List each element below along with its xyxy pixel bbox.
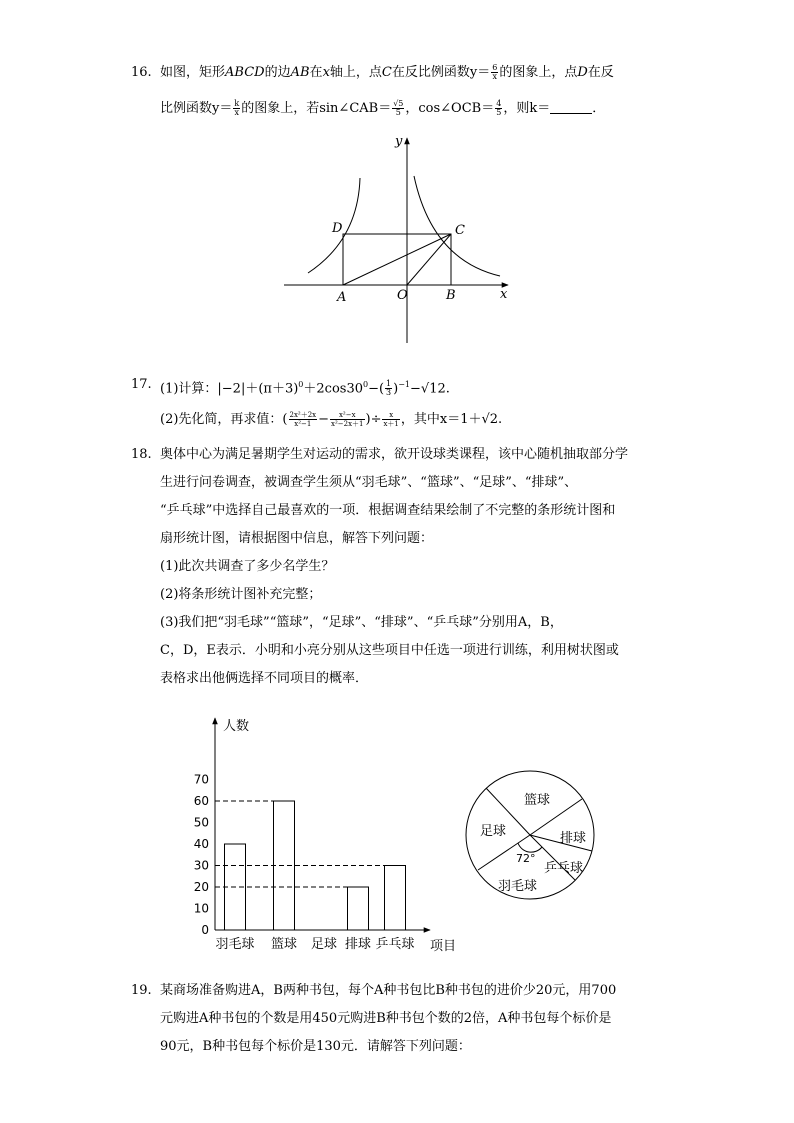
question-17-part-2: (2)先化简，再求值：( $\frac{\text{2x²＋2x}}{\text{x²−1}}$ − $\frac{\text{x²−x}}{\text{x²−2x＋1}}$ )÷ $\frac{x}{x+1}$ ，其中x＝1＋√2. (160, 411, 503, 428)
y-tick-label: 0 (201, 923, 209, 937)
question-18-line: 奥体中心为满足暑期学生对运动的需求，欲开设球类课程，该中心随机抽取部分学 (160, 447, 629, 462)
question-16-figure (280, 128, 520, 348)
question-18-line: 扇形统计图，请根据图中信息，解答下列问题： (160, 531, 434, 546)
y-tick-label: 60 (193, 794, 209, 808)
pie-label-basketball: 篮球 (524, 793, 551, 808)
y-tick-label: 10 (193, 901, 209, 916)
question-16-line-2: 比例函数y＝ $\frac{k}{x}$ 的图象上，若sin∠CAB＝ $\frac{√5}{5}$ ，cos∠OCB＝ $\frac{4}{5}$ ，则k＝ ． (160, 99, 606, 117)
question-19-line: 90元，B种书包每个标价是130元．请解答下列问题： (160, 1039, 471, 1054)
y-tick-label: 30 (193, 858, 209, 873)
question-16-number: 16. (131, 65, 152, 80)
label-x: x (500, 287, 508, 302)
category-label: 篮球 (270, 937, 298, 952)
pie-label-volleyball: 排球 (560, 831, 587, 846)
angle-arc (518, 843, 542, 852)
question-18-line: “乒乓球”中选择自己最喜欢的一项．根据调查结果绘制了不完整的条形统计图和 (160, 503, 616, 518)
fraction-4-over-5: $\frac{4}{5}$ (496, 99, 502, 117)
question-19-line: 元购进A种书包的个数是用450元购进B种书包个数的2倍，A种书包每个标价是 (160, 1011, 612, 1026)
y-tick-label: 50 (193, 815, 209, 830)
label-b: B (446, 288, 456, 303)
fraction-sqrt5-over-5: $\frac{√5}{5}$ (393, 99, 404, 117)
answer-blank (550, 101, 592, 114)
y-tick-label: 20 (193, 880, 209, 894)
pie-chart (460, 770, 605, 905)
label-d: D (332, 221, 343, 236)
pie-angle-label: 72° (516, 852, 536, 865)
question-18-line: (3)我们把“羽毛球”“篮球”，“足球”、“排球”、“乒乓球”分别用A，B， (160, 615, 563, 630)
y-tick-label: 70 (193, 772, 209, 787)
y-tick-label: 40 (193, 837, 209, 851)
question-19-line: 某商场准备购进A，B两种书包，每个A种书包比B种书包的进价少20元，用700 (160, 983, 617, 998)
segment-ac (343, 234, 451, 285)
question-18-number: 18. (131, 447, 152, 462)
question-18-line: 表格求出他俩选择不同项目的概率． (160, 671, 369, 686)
question-18-line: (2)将条形统计图补充完整； (160, 587, 322, 602)
label-a: A (337, 290, 347, 305)
bar-3 (348, 887, 369, 930)
bar-chart-x-label: 项目 (430, 939, 457, 954)
label-y: y (395, 134, 403, 149)
bar-4 (385, 866, 406, 931)
pie-label-pingpong: 乒乓球 (544, 861, 584, 876)
question-18-line: C，D，E表示．小明和小亮分别从这些项目中任选一项进行训练，利用树状图或 (160, 643, 619, 658)
label-c: C (455, 223, 465, 238)
question-19-number: 19. (131, 983, 152, 998)
bar-chart (190, 710, 470, 960)
question-18-line: 生进行问卷调查，被调查学生须从“羽毛球”、“篮球”、“足球”、“排球”、 (160, 475, 578, 490)
question-17-number: 17. (131, 377, 152, 392)
bar-chart-y-label: 人数 (223, 719, 250, 734)
pie-label-football: 足球 (480, 824, 507, 839)
question-16-line-1: 如图，矩形ABCD的边AB在x轴上，点C在反比例函数y＝ $\frac{6}{x}$ 的图象上，点D在反 (160, 63, 614, 81)
category-label: 乒乓球 (375, 937, 415, 952)
pie-label-badminton: 羽毛球 (498, 879, 538, 894)
question-18-line: (1)此次共调查了多少名学生？ (160, 559, 335, 574)
label-o: O (397, 288, 408, 303)
category-label: 足球 (310, 937, 338, 952)
question-17-part-1: (1)计算：$|-2|+(\pi+3)^0+2\cos 30^0-$( $\frac{1}{3}$ )$^{-1}$−√12. (160, 379, 450, 398)
fraction-6-over-x: $\frac{6}{x}$ (492, 63, 498, 81)
category-label: 羽毛球 (215, 937, 255, 952)
category-label: 排球 (344, 937, 372, 952)
segment-oc (407, 234, 451, 285)
fraction-k-over-x: $\frac{k}{x}$ (234, 99, 240, 117)
